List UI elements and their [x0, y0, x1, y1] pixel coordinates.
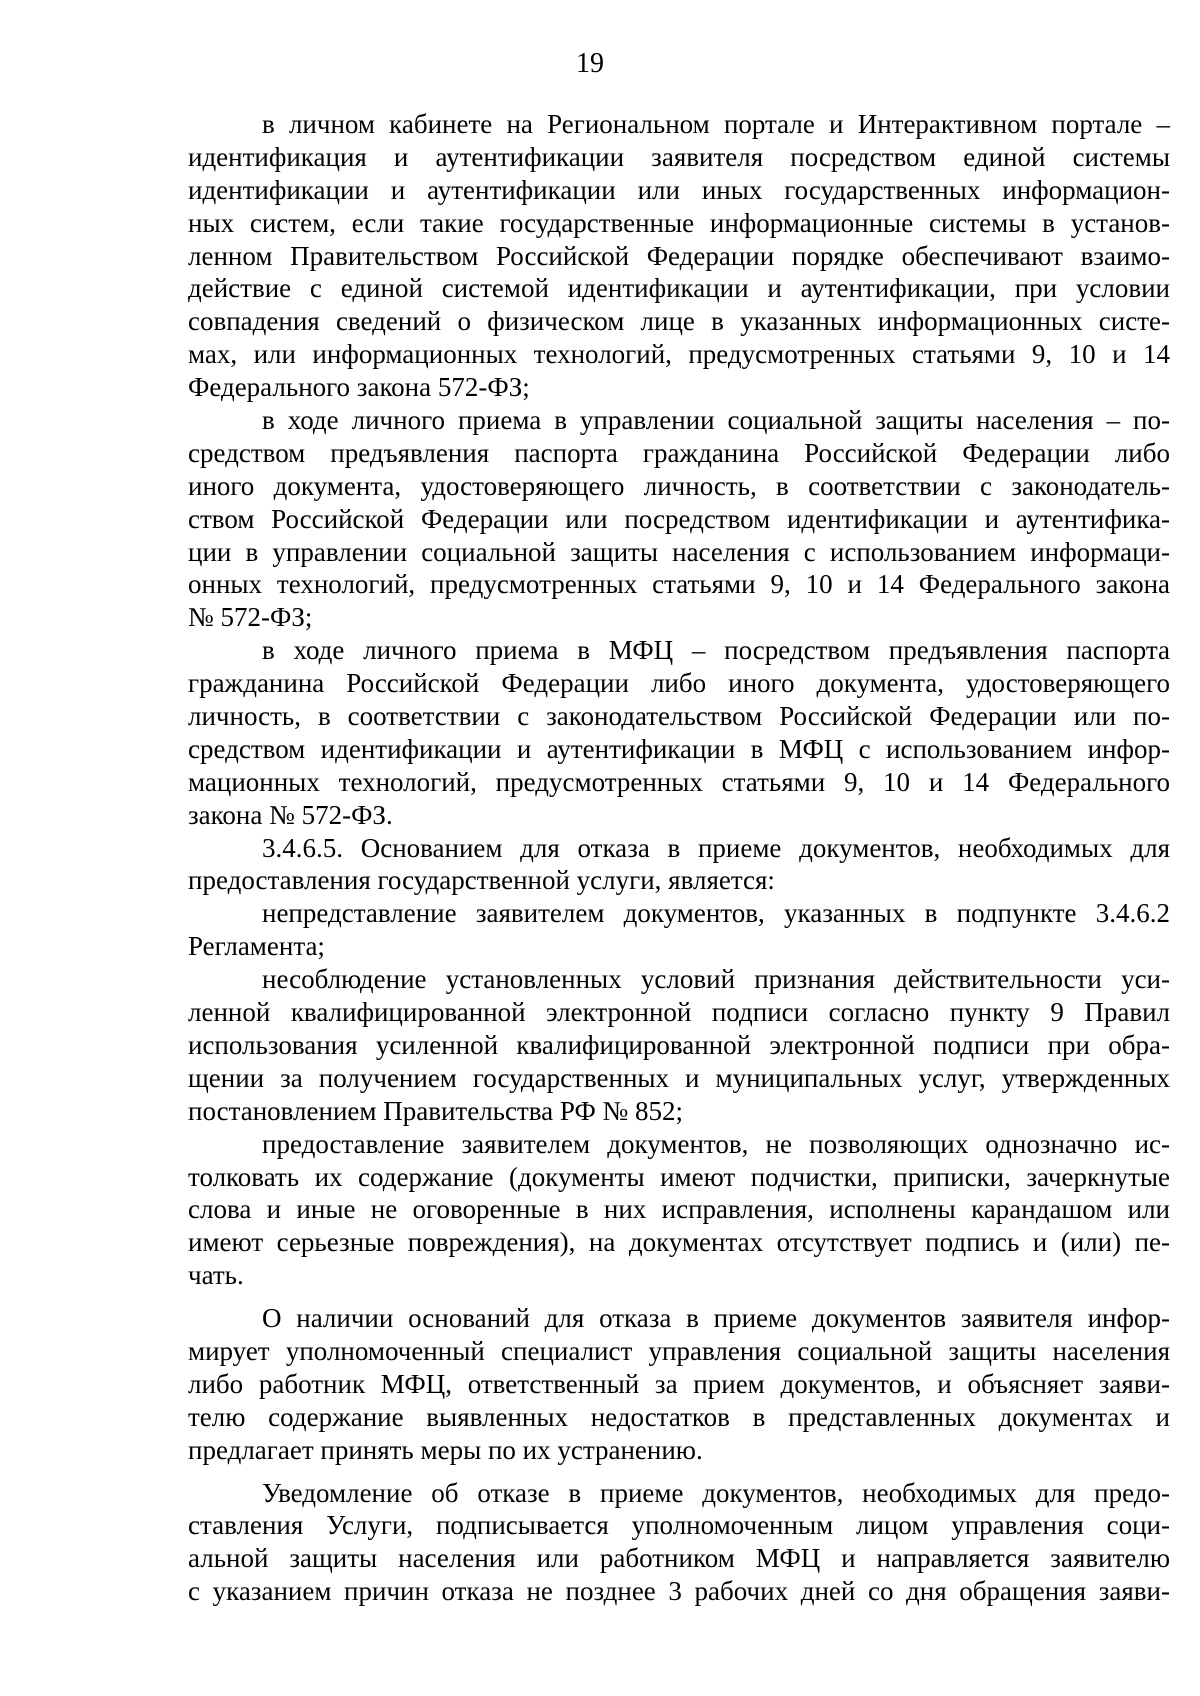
- paragraph-gap: [188, 1467, 1170, 1477]
- text-line: альной защиты населения или работником МФЦ и направляется заявителю: [188, 1543, 1170, 1574]
- text-line: ленном Правительством Российской Федерации порядке обеспечивают взаимо-: [188, 240, 1170, 271]
- text-line: либо работник МФЦ, ответственный за прием документов, и объясняет заяви-: [188, 1368, 1170, 1399]
- text-line: Федерального закона 572-ФЗ;: [188, 372, 530, 403]
- text-line: идентификации и аутентификации или иных государственных информацион-: [188, 174, 1170, 205]
- text-line: идентификация и аутентификации заявителя посредством единой системы: [188, 141, 1170, 172]
- text-line: мах, или информационных технологий, предусмотренных статьями 9, 10 и 14: [188, 339, 1170, 370]
- text-line: щении за получением государственных и муниципальных услуг, утвержденных: [188, 1062, 1170, 1093]
- text-line: иного документа, удостоверяющего личность, в соответствии с законодатель-: [188, 470, 1170, 501]
- text-line: мационных технологий, предусмотренных статьями 9, 10 и 14 Федерального: [188, 766, 1170, 797]
- text-line: предоставления государственной услуги, является:: [188, 865, 775, 896]
- text-line: ставления Услуги, подписывается уполномоченным лицом управления соци-: [188, 1510, 1170, 1541]
- paragraph-gap: [188, 1292, 1170, 1302]
- text-line: О наличии оснований для отказа в приеме документов заявителя инфор-: [262, 1303, 1170, 1334]
- text-line: средством предъявления паспорта гражданина Российской Федерации либо: [188, 437, 1170, 468]
- text-line: средством идентификации и аутентификации в МФЦ с использованием инфор-: [188, 733, 1170, 764]
- text-line: действие с единой системой идентификации и аутентификации, при условии: [188, 273, 1170, 304]
- text-line: ленной квалифицированной электронной подписи согласно пункту 9 Правил: [188, 997, 1170, 1028]
- text-line: постановлением Правительства РФ № 852;: [188, 1095, 684, 1126]
- document-body: [188, 108, 1170, 1608]
- text-line: с указанием причин отказа не позднее 3 рабочих дней со дня обращения заяви-: [188, 1576, 1170, 1607]
- text-line: совпадения сведений о физическом лице в указанных информационных систе-: [188, 306, 1170, 337]
- text-line: гражданина Российской Федерации либо иного документа, удостоверяющего: [188, 668, 1170, 699]
- text-line: № 572-ФЗ;: [188, 602, 313, 633]
- text-line: предоставление заявителем документов, не позволяющих однозначно ис-: [262, 1128, 1170, 1159]
- text-line: в личном кабинете на Региональном портале и Интерактивном портале –: [262, 109, 1170, 139]
- text-line: предлагает принять меры по их устранению.: [188, 1434, 703, 1465]
- text-line: ции в управлении социальной защиты населения с использованием информаци-: [188, 536, 1170, 567]
- text-line: Уведомление об отказе в приеме документов, необходимых для предо-: [262, 1477, 1170, 1508]
- text-line: имеют серьезные повреждения), на документах отсутствует подпись и (или) пе-: [188, 1227, 1170, 1258]
- text-line: использования усиленной квалифицированной электронной подписи при обра-: [188, 1029, 1170, 1060]
- text-line: ных систем, если такие государственные информационные системы в установ-: [188, 207, 1170, 238]
- text-line: слова и иные не оговоренные в них исправления, исполнены карандашом или: [188, 1194, 1170, 1225]
- page-number: 19: [576, 48, 604, 79]
- text-line: чать.: [188, 1260, 244, 1291]
- text-line: Регламента;: [188, 931, 325, 962]
- text-line: 3.4.6.5. Основанием для отказа в приеме документов, необходимых для: [262, 832, 1170, 863]
- text-line: онных технологий, предусмотренных статьями 9, 10 и 14 Федерального закона: [188, 569, 1170, 600]
- text-line: в ходе личного приема в управлении социальной защиты населения – по-: [262, 405, 1170, 436]
- text-line: несоблюдение установленных условий признания действительности уси-: [262, 964, 1170, 995]
- text-line: ством Российской Федерации или посредством идентификации и аутентифика-: [188, 503, 1170, 534]
- text-line: непредставление заявителем документов, указанных в подпункте 3.4.6.2: [262, 898, 1170, 929]
- text-line: мирует уполномоченный специалист управления социальной защиты населения: [188, 1335, 1170, 1366]
- text-line: закона № 572-ФЗ.: [188, 799, 393, 830]
- text-line: в ходе личного приема в МФЦ – посредством предъявления паспорта: [262, 635, 1170, 666]
- text-line: телю содержание выявленных недостатков в представленных документах и: [188, 1401, 1170, 1432]
- text-line: личность, в соответствии с законодательством Российской Федерации или по-: [188, 701, 1170, 732]
- text-line: толковать их содержание (документы имеют подчистки, приписки, зачеркнутые: [188, 1161, 1170, 1192]
